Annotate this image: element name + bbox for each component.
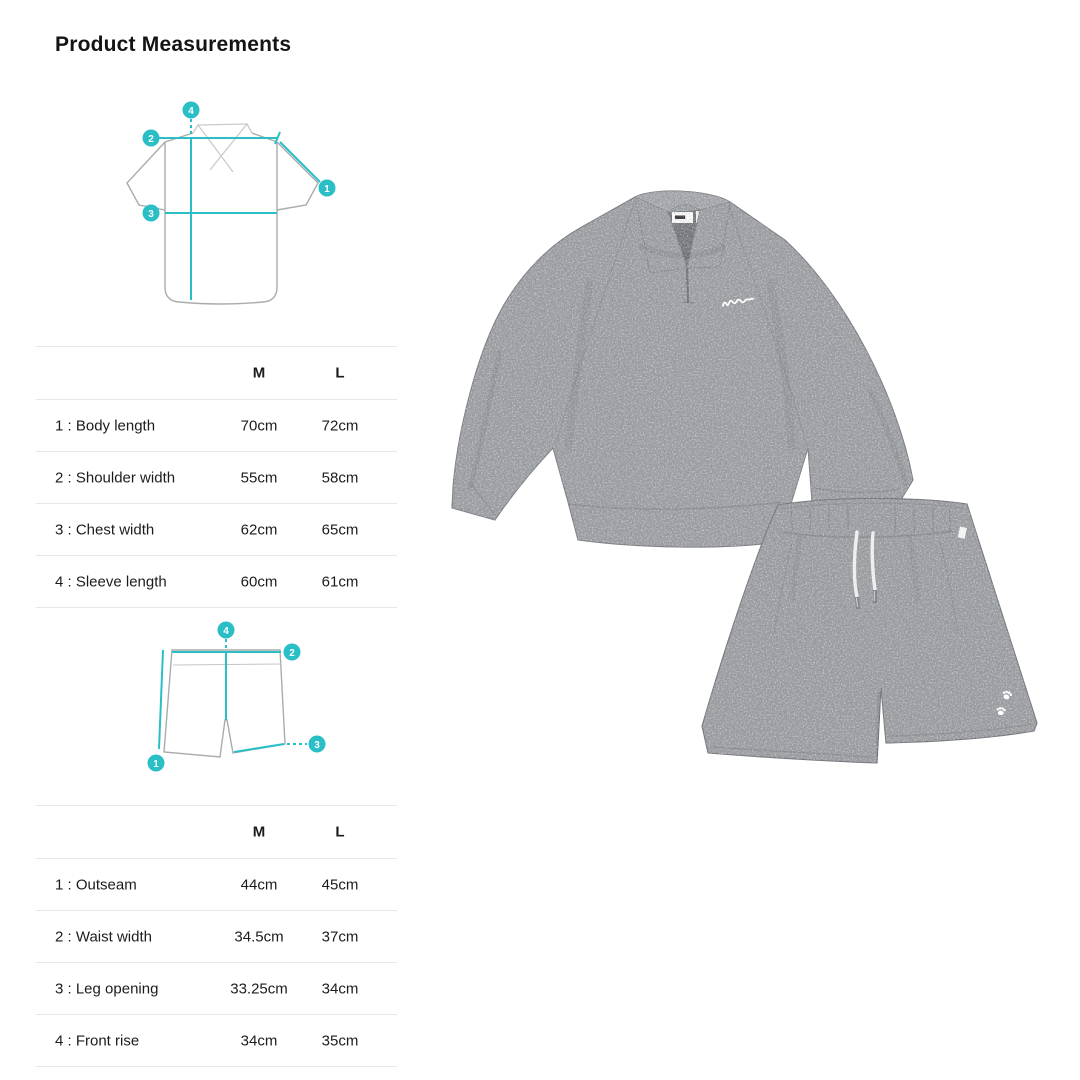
shirt-collar-lines: [193, 124, 252, 172]
value-l: 35cm: [321, 1032, 359, 1049]
row-label: 1 : Body length: [55, 417, 156, 434]
marker-badge: [183, 102, 200, 119]
value-l: 58cm: [321, 469, 359, 486]
marker-label: 3: [314, 739, 320, 751]
column-header-l: L: [335, 364, 345, 382]
product-photo: [440, 150, 1080, 820]
marker-badge: [148, 755, 165, 772]
outseam-line: [159, 650, 163, 749]
row-label: 4 : Front rise: [55, 1032, 140, 1049]
value-m: 60cm: [240, 573, 278, 590]
value-l: 45cm: [321, 876, 359, 893]
row-label: 2 : Waist width: [55, 928, 152, 945]
page-title: Product Measurements: [55, 33, 292, 56]
marker-label: 2: [289, 647, 295, 659]
marker-badge: [143, 130, 160, 147]
value-m: 62cm: [240, 521, 278, 538]
column-header-m: M: [252, 823, 266, 841]
row-label: 3 : Leg opening: [55, 980, 159, 997]
table-row: [36, 910, 397, 962]
marker-badge: [218, 622, 235, 639]
shirt-left-sleeve: [127, 142, 165, 210]
table-row: [36, 451, 397, 503]
marker-badge: [284, 644, 301, 661]
value-m: 34.5cm: [234, 928, 284, 945]
shirt-measure-lines: [158, 119, 320, 300]
table-row: [36, 858, 397, 910]
marker-label: 2: [148, 133, 154, 145]
shorts-measurements-table: [36, 805, 397, 1067]
row-label: 2 : Shoulder width: [55, 469, 176, 486]
marker-label: 1: [324, 183, 330, 195]
shirt-measurement-diagram: [95, 95, 365, 335]
table-row: [36, 1014, 397, 1066]
value-l: 61cm: [321, 573, 359, 590]
table-header-row: [36, 805, 397, 858]
row-label: 4 : Sleeve length: [55, 573, 167, 590]
value-m: 34cm: [240, 1032, 278, 1049]
marker-badge: [309, 736, 326, 753]
table-row: [36, 555, 397, 607]
marker-label: 1: [153, 758, 159, 770]
shirt-measurements-table: [36, 346, 397, 608]
value-l: 34cm: [321, 980, 359, 997]
marker-badge: [319, 180, 336, 197]
value-m: 33.25cm: [230, 980, 288, 997]
leg-opening-line: [234, 744, 284, 752]
value-l: 65cm: [321, 521, 359, 538]
row-label: 1 : Outseam: [55, 876, 137, 893]
table-row: [36, 962, 397, 1014]
value-l: 37cm: [321, 928, 359, 945]
shirt-right-sleeve: [277, 142, 318, 210]
marker-label: 3: [148, 208, 154, 220]
column-header-m: M: [252, 364, 266, 382]
shorts-outline: [164, 650, 285, 757]
value-m: 44cm: [240, 876, 278, 893]
table-row: [36, 503, 397, 555]
shorts-marker-badges: [148, 622, 326, 772]
marker-badge: [143, 205, 160, 222]
table-row: [36, 399, 397, 451]
marker-label: 4: [223, 625, 229, 637]
value-l: 72cm: [321, 417, 359, 434]
value-m: 55cm: [240, 469, 278, 486]
row-label: 3 : Chest width: [55, 521, 155, 538]
marker-label: 4: [188, 105, 194, 117]
table-header-row: [36, 346, 397, 399]
sleeve-diagonal-line: [280, 142, 320, 182]
value-m: 70cm: [240, 417, 278, 434]
shorts-measurement-diagram: [130, 615, 340, 790]
column-header-l: L: [335, 823, 345, 841]
